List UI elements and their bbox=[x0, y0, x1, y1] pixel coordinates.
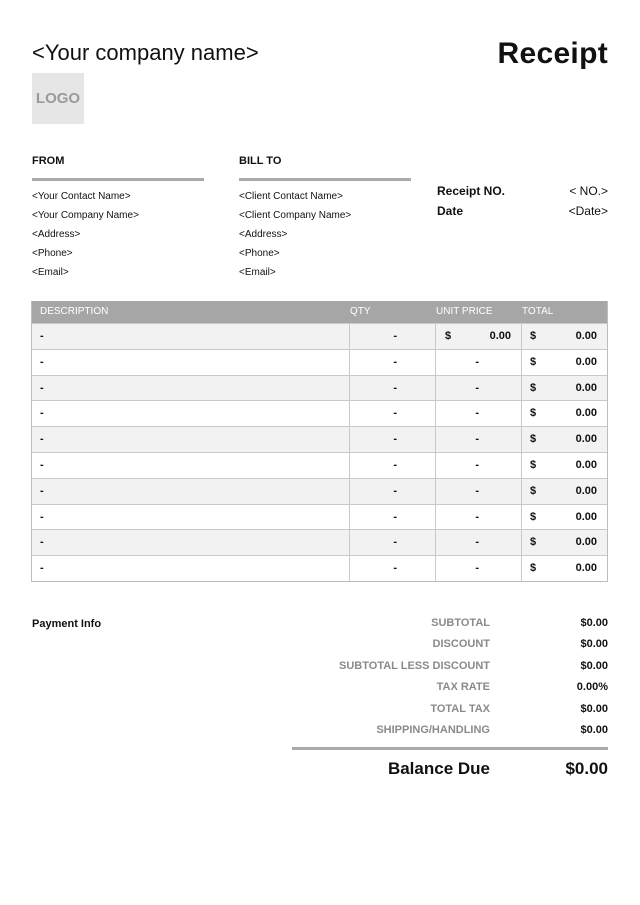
table-row bbox=[32, 478, 607, 504]
currency-symbol: $ bbox=[530, 484, 537, 497]
header-total: TOTAL bbox=[522, 306, 554, 317]
cell-unit-price bbox=[436, 376, 522, 401]
from-heading: FROM bbox=[32, 155, 65, 167]
summary-label: TAX RATE bbox=[436, 681, 490, 694]
bill-to-heading: BILL TO bbox=[239, 155, 282, 167]
summary-value: $0.00 bbox=[580, 659, 608, 672]
cell-unit-price bbox=[436, 505, 522, 530]
items-table-header bbox=[32, 301, 607, 323]
bill-to-email: <Email> bbox=[239, 267, 276, 278]
bill-to-lines bbox=[239, 190, 411, 285]
header-qty: QTY bbox=[350, 306, 371, 317]
bill-to-address: <Address> bbox=[239, 229, 288, 240]
cell-description: - bbox=[32, 479, 350, 504]
summary-label: SUBTOTAL bbox=[431, 617, 490, 629]
cell-qty: - bbox=[350, 350, 436, 375]
table-row bbox=[32, 323, 607, 349]
cell-total bbox=[522, 427, 607, 452]
unit-price-value: - bbox=[475, 381, 479, 394]
currency-symbol: $ bbox=[530, 562, 537, 575]
bill-to-divider bbox=[239, 178, 411, 181]
currency-symbol: $ bbox=[530, 510, 537, 523]
cell-unit-price bbox=[436, 324, 522, 349]
summary-row bbox=[292, 636, 608, 657]
company-name: <Your company name> bbox=[32, 40, 259, 65]
cell-description: - bbox=[32, 401, 350, 426]
unit-price-value: - bbox=[475, 536, 479, 549]
summary-value: $0.00 bbox=[580, 702, 608, 715]
unit-price-value: 0.00 bbox=[489, 330, 511, 342]
unit-price-value: - bbox=[475, 510, 479, 523]
cell-unit-price bbox=[436, 530, 522, 555]
cell-description: - bbox=[32, 505, 350, 530]
from-phone: <Phone> bbox=[32, 248, 73, 259]
receipt-number-value: < NO.> bbox=[569, 184, 608, 198]
table-row bbox=[32, 426, 607, 452]
unit-price-value: - bbox=[475, 355, 479, 368]
table-row bbox=[32, 375, 607, 401]
cell-total bbox=[522, 505, 607, 530]
total-value: 0.00 bbox=[575, 562, 597, 575]
items-table-body bbox=[32, 323, 607, 581]
cell-total bbox=[522, 530, 607, 555]
cell-qty: - bbox=[350, 324, 436, 349]
from-address: <Address> bbox=[32, 229, 81, 240]
unit-price-value: - bbox=[475, 484, 479, 497]
cell-qty: - bbox=[350, 427, 436, 452]
summary-row bbox=[292, 679, 608, 700]
unit-price-value: - bbox=[475, 562, 479, 575]
receipt-meta bbox=[437, 183, 608, 223]
cell-qty: - bbox=[350, 530, 436, 555]
cell-description: - bbox=[32, 324, 350, 349]
cell-total bbox=[522, 556, 607, 581]
from-section bbox=[32, 155, 204, 285]
cell-qty: - bbox=[350, 479, 436, 504]
summary-value: $0.00 bbox=[580, 638, 608, 651]
cell-unit-price bbox=[436, 401, 522, 426]
from-lines bbox=[32, 190, 204, 285]
summary-row bbox=[292, 722, 608, 743]
receipt-number-label: Receipt NO. bbox=[437, 184, 506, 198]
summary-row bbox=[292, 658, 608, 679]
from-company-name: <Your Company Name> bbox=[32, 210, 139, 221]
unit-price-value: - bbox=[475, 458, 479, 471]
bill-to-phone: <Phone> bbox=[239, 248, 280, 259]
summary-divider bbox=[292, 747, 608, 750]
items-table bbox=[31, 301, 608, 582]
cell-description: - bbox=[32, 453, 350, 478]
summary-label: TOTAL TAX bbox=[430, 702, 490, 715]
bill-to-section bbox=[239, 155, 411, 285]
receipt-number-row bbox=[437, 183, 608, 203]
logo-text: LOGO bbox=[35, 90, 81, 107]
currency-symbol: $ bbox=[530, 330, 537, 342]
cell-qty: - bbox=[350, 376, 436, 401]
header-description: DESCRIPTION bbox=[40, 306, 109, 317]
bill-to-company-name: <Client Company Name> bbox=[239, 210, 352, 221]
cell-total bbox=[522, 401, 607, 426]
header-unit-price: UNIT PRICE bbox=[436, 306, 493, 317]
summary-row bbox=[292, 701, 608, 722]
cell-unit-price bbox=[436, 350, 522, 375]
total-value: 0.00 bbox=[575, 407, 597, 420]
balance-due-value: $0.00 bbox=[565, 759, 608, 778]
currency-symbol: $ bbox=[445, 330, 452, 342]
cell-total bbox=[522, 376, 607, 401]
currency-symbol: $ bbox=[530, 381, 537, 394]
summary-block bbox=[292, 615, 608, 743]
cell-total bbox=[522, 350, 607, 375]
currency-symbol: $ bbox=[530, 355, 537, 368]
receipt-date-label: Date bbox=[437, 204, 464, 218]
total-value: 0.00 bbox=[575, 381, 597, 394]
cell-unit-price bbox=[436, 453, 522, 478]
bill-to-contact-name: <Client Contact Name> bbox=[239, 191, 343, 202]
total-value: 0.00 bbox=[575, 355, 597, 368]
balance-due-row bbox=[292, 759, 608, 779]
summary-value: 0.00% bbox=[576, 681, 608, 694]
total-value: 0.00 bbox=[575, 536, 597, 549]
cell-description: - bbox=[32, 530, 350, 555]
table-row bbox=[32, 504, 607, 530]
cell-description: - bbox=[32, 556, 350, 581]
cell-unit-price bbox=[436, 427, 522, 452]
total-value: 0.00 bbox=[575, 458, 597, 471]
cell-total bbox=[522, 479, 607, 504]
receipt-date-row bbox=[437, 203, 608, 223]
cell-qty: - bbox=[350, 505, 436, 530]
cell-description: - bbox=[32, 350, 350, 375]
summary-label: SHIPPING/HANDLING bbox=[376, 723, 490, 736]
unit-price-value: - bbox=[475, 433, 479, 446]
cell-description: - bbox=[32, 427, 350, 452]
currency-symbol: $ bbox=[530, 433, 537, 446]
currency-symbol: $ bbox=[530, 407, 537, 420]
cell-total bbox=[522, 324, 607, 349]
payment-info-label: Payment Info bbox=[32, 618, 102, 630]
summary-label: SUBTOTAL LESS DISCOUNT bbox=[339, 659, 490, 672]
balance-due-label: Balance Due bbox=[387, 759, 490, 778]
from-email: <Email> bbox=[32, 267, 69, 278]
cell-qty: - bbox=[350, 556, 436, 581]
table-row bbox=[32, 555, 607, 581]
table-row bbox=[32, 400, 607, 426]
currency-symbol: $ bbox=[530, 458, 537, 471]
cell-total bbox=[522, 453, 607, 478]
logo-placeholder bbox=[32, 73, 84, 124]
receipt-date-value: <Date> bbox=[568, 204, 608, 218]
cell-qty: - bbox=[350, 453, 436, 478]
total-value: 0.00 bbox=[575, 484, 597, 497]
summary-row bbox=[292, 615, 608, 636]
from-contact-name: <Your Contact Name> bbox=[32, 191, 131, 202]
summary-label: DISCOUNT bbox=[432, 638, 490, 651]
unit-price-value: - bbox=[475, 407, 479, 420]
cell-unit-price bbox=[436, 556, 522, 581]
cell-qty: - bbox=[350, 401, 436, 426]
table-row bbox=[32, 349, 607, 375]
table-row bbox=[32, 529, 607, 555]
cell-description: - bbox=[32, 376, 350, 401]
total-value: 0.00 bbox=[575, 510, 597, 523]
summary-value: $0.00 bbox=[580, 617, 608, 629]
cell-unit-price bbox=[436, 479, 522, 504]
document-title: Receipt bbox=[497, 37, 608, 70]
total-value: 0.00 bbox=[575, 433, 597, 446]
total-value: 0.00 bbox=[575, 330, 597, 342]
from-divider bbox=[32, 178, 204, 181]
summary-value: $0.00 bbox=[580, 723, 608, 736]
table-row bbox=[32, 452, 607, 478]
currency-symbol: $ bbox=[530, 536, 537, 549]
